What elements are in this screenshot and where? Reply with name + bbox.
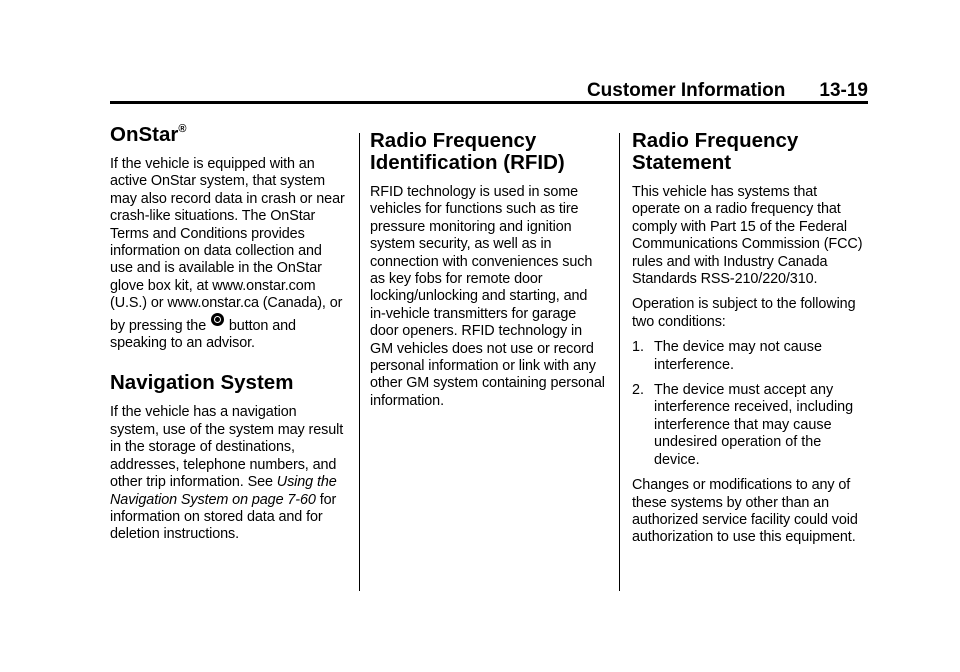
radio-statement-heading: Radio Frequency Statement — [632, 129, 799, 174]
page-header — [110, 80, 868, 102]
onstar-qa-button-icon — [211, 313, 224, 326]
rfid-heading: Radio Frequency Identification (RFID) — [370, 129, 565, 174]
column-divider — [619, 133, 620, 591]
navigation-heading: Navigation System — [110, 371, 294, 395]
page-number: 13-19 — [819, 80, 868, 101]
onstar-body: If the vehicle is equipped with an active OnStar system, that system may also record data in crash or near crash-like situations. The OnStar Terms and Conditions provides information on data collection and use and is available in the OnStar glove box kit, at www.onstar.com (U.S.) or www.onstar.ca (Canada), or by pressing the button and speaking to an advisor. — [110, 156, 345, 352]
list-item: 2. The device must accept any interference received, including interference that may cause undesired operation of the device. — [632, 382, 854, 468]
conditions-list — [632, 339, 868, 469]
navigation-body: If the vehicle has a navigation system, use of the system may result in the storage of destinations, addresses, telephone numbers, and other trip information. See Using the Navigation System on page 7-60 for information on stored data and for deletion instructions. — [110, 404, 344, 543]
navigation-reference: Using the Navigation System on page 7-60 — [110, 474, 337, 508]
conditions-intro: Operation is subject to the following two conditions: — [632, 296, 856, 330]
column-divider — [359, 133, 360, 591]
column-1 — [110, 120, 346, 552]
section-title: Customer Information — [586, 80, 786, 101]
onstar-heading: OnStar® — [110, 123, 187, 146]
closing-statement: Changes or modifications to any of these systems by other than an authorized service facility could void authorization to use this equipment. — [632, 477, 858, 546]
list-item: 1. The device may not cause interference. — [632, 339, 822, 373]
rfid-body: RFID technology is used in some vehicles for functions such as tire pressure monitoring and ignition system security, as well as in connection with conveniences such as key fobs for remote door locking/unlocking and starting, and in-vehicle transmitters for garage door openers. RFID technology in GM vehicles does not use or record personal information or link with any other GM system containing personal information. — [370, 184, 605, 409]
column-2 — [370, 120, 606, 418]
header-rule — [110, 101, 868, 104]
column-3 — [632, 120, 868, 555]
radio-statement-intro: This vehicle has systems that operate on a radio frequency that comply with Part 15 of the Federal Communications Commission (FCC) rules and with Industry Canada Standards RSS-210/220/310. — [632, 184, 863, 288]
